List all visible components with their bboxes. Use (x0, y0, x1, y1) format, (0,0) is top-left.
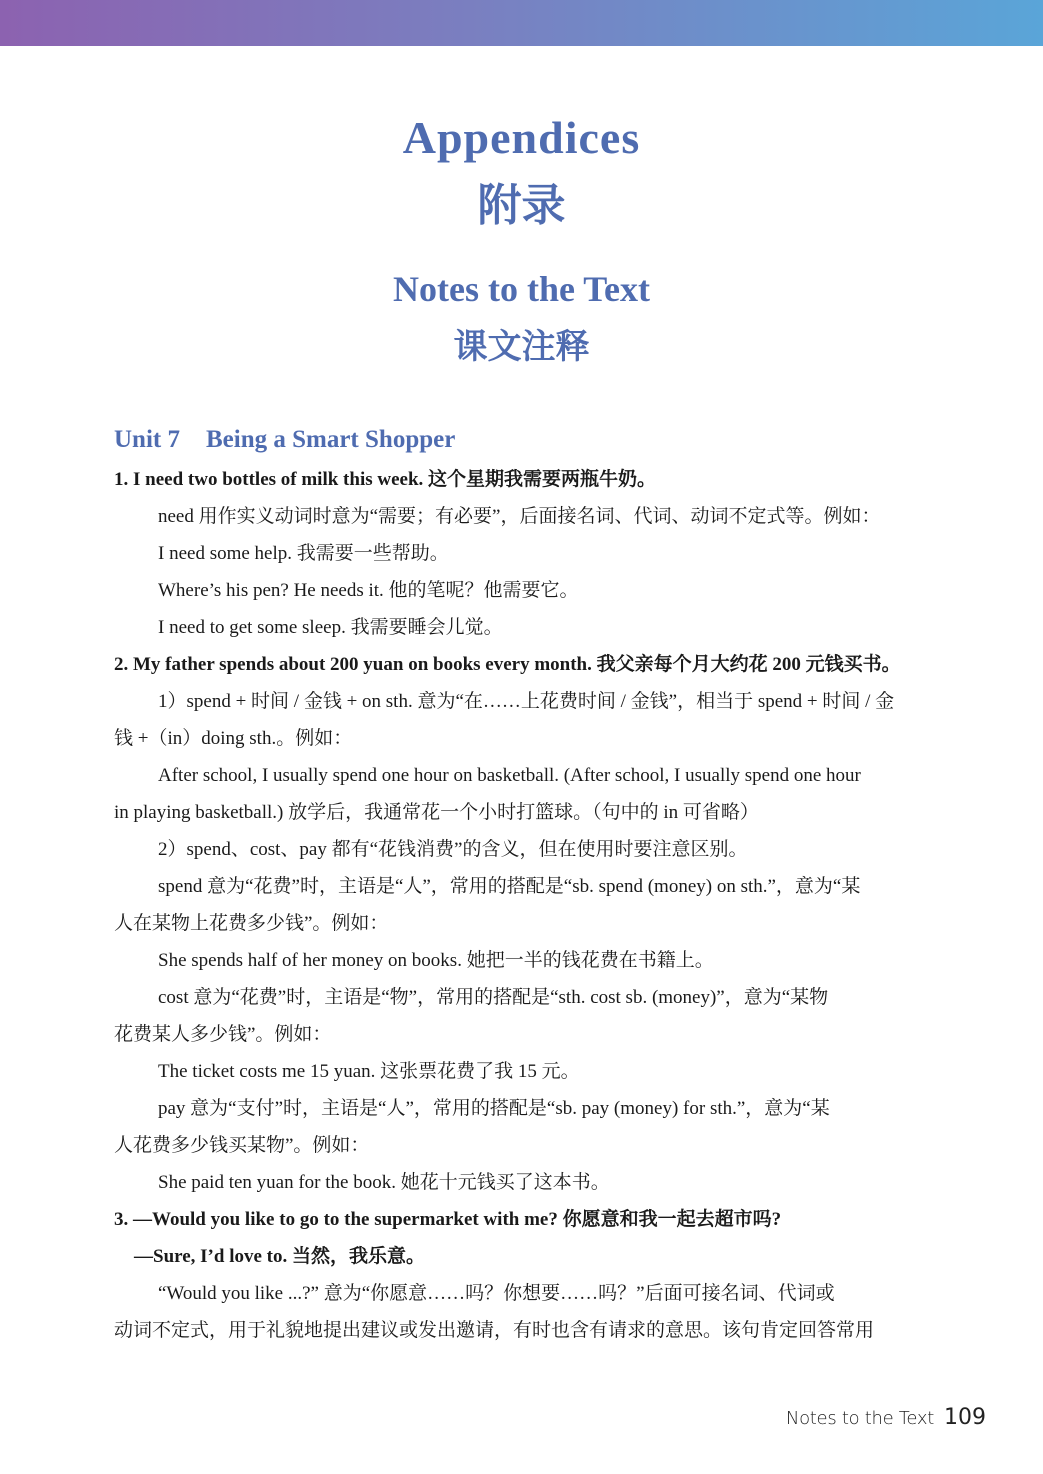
note-2-point-1-cont: 钱 +（in）doing sth.。例如： (114, 728, 353, 749)
section-title: Notes to the Text (393, 269, 650, 309)
section-title-chinese: 课文注释 (453, 327, 590, 367)
note-2-example-1-cont: in playing basketball.) 放学后，我通常花一个小时打篮球。（句中的 in 可省略） (114, 802, 759, 823)
note-2-spend-example: She spends half of her money on books. 她把一半的钱花费在书籍上。 (158, 950, 714, 971)
unit-heading (114, 421, 969, 459)
page-footer (786, 1405, 986, 1435)
title-block (0, 108, 1043, 370)
note-2-point-1: 1）spend + 时间 / 金钱 + on sth. 意为“在……上花费时间 / 金钱”，相当于 spend + 时间 / 金 (158, 691, 895, 712)
note-2-cost-explanation-cont: 花费某人多少钱”。例如： (114, 1024, 332, 1045)
unit-name: Being a Smart Shopper (205, 426, 456, 453)
note-3-explanation-cont: 动词不定式，用于礼貌地提出建议或发出邀请，有时也含有请求的意思。该句肯定回答常用 (114, 1320, 875, 1341)
note-2-example-1: After school, I usually spend one hour on basketball. (After school, I usually spend one hour (158, 765, 861, 786)
note-1-example-2: Where’s his pen? He needs it. 他的笔呢？他需要它。 (158, 580, 579, 601)
note-2-cost-explanation: cost 意为“花费”时，主语是“物”，常用的搭配是“sth. cost sb. (money)”，意为“某物 (158, 987, 829, 1008)
page-title: Appendices (402, 112, 641, 163)
notes-body (114, 421, 969, 1349)
note-2-spend-explanation-cont: 人在某物上花费多少钱”。例如： (114, 913, 389, 934)
note-2-pay-explanation: pay 意为“支付”时，主语是“人”，常用的搭配是“sb. pay (money) for sth.”，意为“某 (158, 1098, 830, 1119)
note-2-cost-example: The ticket costs me 15 yuan. 这张票花费了我 15 元。 (158, 1061, 580, 1082)
footer-section-label: Notes to the Text (785, 1408, 934, 1429)
top-gradient-band (0, 0, 1043, 46)
note-2-spend-explanation: spend 意为“花费”时，主语是“人”，常用的搭配是“sb. spend (money) on sth.”，意为“某 (158, 876, 861, 897)
unit-number: Unit 7 (114, 426, 180, 453)
note-1-explanation: need 用作实义动词时意为“需要；有必要”，后面接名词、代词、动词不定式等。例如： (158, 506, 881, 527)
note-2-pay-example: She paid ten yuan for the book. 她花十元钱买了这本书。 (158, 1172, 610, 1193)
note-1-example-1: I need some help. 我需要一些帮助。 (158, 543, 449, 564)
note-2-heading: 2. My father spends about 200 yuan on books every month. 我父亲每个月大约花 200 元钱买书。 (114, 654, 901, 675)
note-2-point-2: 2）spend、cost、pay 都有“花钱消费”的含义，但在使用时要注意区别。 (158, 839, 748, 860)
note-1-heading: 1. I need two bottles of milk this week. 这个星期我需要两瓶牛奶。 (114, 469, 657, 490)
note-2-pay-explanation-cont: 人花费多少钱买某物”。例如： (114, 1135, 370, 1156)
note-3-heading: 3. —Would you like to go to the supermarket with me? 你愿意和我一起去超市吗? (114, 1209, 782, 1230)
page-number: 109 (944, 1405, 986, 1430)
note-1-example-3: I need to get some sleep. 我需要睡会儿觉。 (158, 617, 503, 638)
note-3-heading-reply: —Sure, I’d love to. 当然，我乐意。 (134, 1246, 425, 1267)
page-title-chinese: 附录 (477, 180, 566, 231)
note-3-explanation: “Would you like ...?” 意为“你愿意……吗？你想要……吗？”后面可接名词、代词或 (158, 1283, 835, 1304)
